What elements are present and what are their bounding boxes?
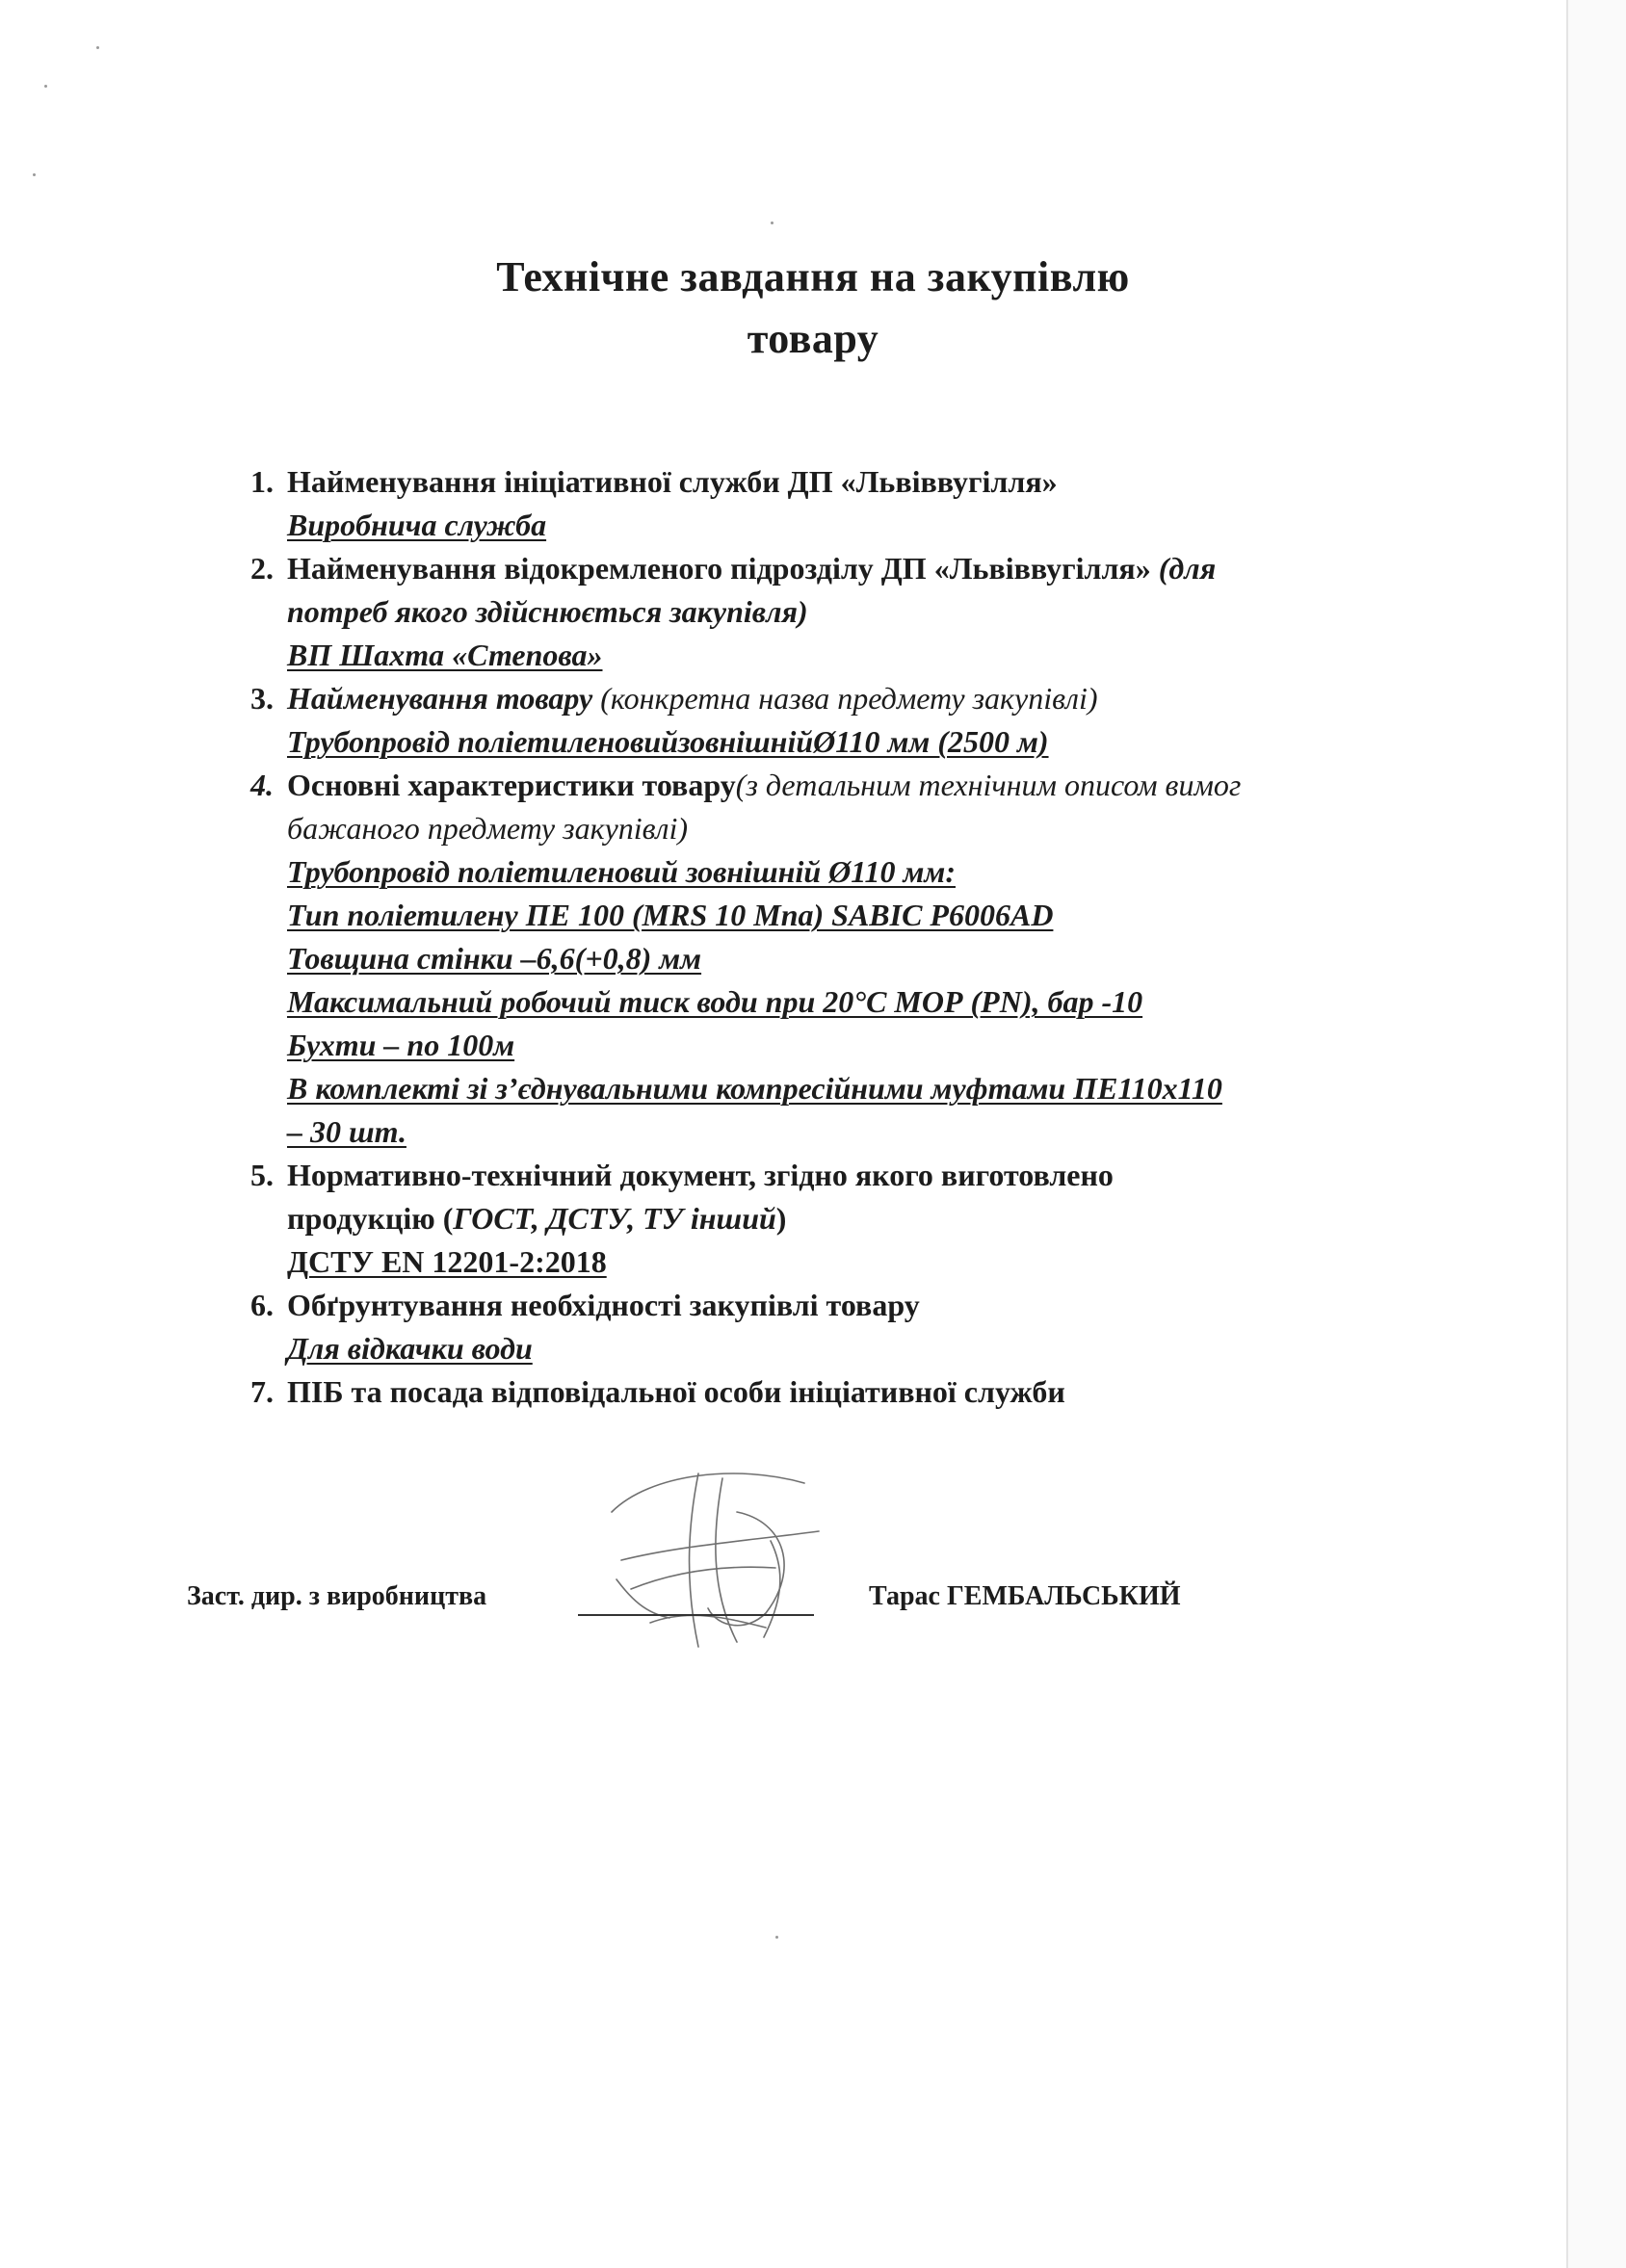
item-number: 4. [250,768,274,802]
item-label: Нормативно-технічний документ, згідно якого виготовлено [287,1158,1114,1192]
item-number: 1. [250,464,274,499]
document-subtitle: товару [747,315,879,362]
document-title: Технічне завдання на закупівлю [496,253,1130,300]
item-number: 7. [250,1374,274,1409]
item-label: Найменування ініціативної служби ДП «Львіввугілля» [287,464,1058,499]
spec-line: Максимальний робочий тиск води при 20°С МОР (PN), бар -10 [287,984,1143,1019]
item-answer: ВП Шахта «Степова» [287,638,603,672]
spec-line: Трубопровід поліетиленовий зовнішній Ø110 мм: [287,854,956,889]
item-number: 3. [250,681,274,716]
signatory-name: Тарас ГЕМБАЛЬСЬКИЙ [869,1581,1181,1611]
list-item-4 [222,764,1474,1154]
spec-line: Товщина стінки –6,6(+0,8) мм [287,941,702,976]
list-item-5 [222,1154,1474,1284]
item-note: ГОСТ, ДСТУ, ТУ інший [453,1201,776,1236]
item-label: Обґрунтування необхідності закупівлі товару [287,1288,920,1322]
scan-speck [771,222,774,224]
item-note: (з детальним технічним описом вимог [735,768,1242,802]
item-answer: Виробнича служба [287,508,547,542]
list-item-7 [222,1370,1474,1414]
scan-speck [33,173,36,176]
requirements-list [222,460,1474,1414]
spec-line: Тип поліетилену ПЕ 100 (MRS 10 Мпа) SABIC P6006AD [287,898,1054,932]
item-label: Основні характеристики товару [287,768,736,802]
spec-line: В комплекті зі з’єднувальними компресійними муфтами ПЕ110х110 [287,1071,1222,1106]
list-item-2 [222,547,1474,677]
item-note-continued: потреб якого здійснюється закупівля) [287,594,808,629]
list-item-1 [222,460,1474,547]
spec-line: Бухти – по 100м [287,1028,515,1062]
item-label-end: ) [775,1201,787,1236]
item-number: 2. [250,551,274,586]
item-label-continued: продукцію ( [287,1201,454,1236]
scan-speck [775,1936,778,1939]
list-item-3 [222,677,1474,764]
item-answer: ДСТУ EN 12201-2:2018 [287,1244,607,1279]
list-item-6 [222,1284,1474,1370]
item-note: (конкретна назва предмету закупівлі) [600,681,1098,716]
scan-speck [96,46,99,49]
item-label: ПІБ та посада відповідальної особи ініціативної служби [287,1374,1065,1409]
item-note: (для [1158,551,1217,586]
signatory-position: Заст. дир. з виробництва [187,1581,487,1611]
item-answer: Для відкачки води [287,1331,533,1366]
spec-line: – 30 шт. [287,1114,406,1149]
item-note-continued: бажаного предмету закупівлі) [287,811,689,846]
item-number: 6. [250,1288,274,1322]
signature-row [183,1576,1339,1633]
signature-line [578,1614,814,1616]
item-answer: Трубопровід поліетиленовийзовнішнійØ110 мм (2500 м) [287,724,1049,759]
item-number: 5. [250,1158,274,1192]
scan-speck [44,85,47,88]
item-label: Найменування товару [287,681,593,716]
item-label: Найменування відокремленого підрозділу ДП «Львіввугілля» [287,551,1151,586]
